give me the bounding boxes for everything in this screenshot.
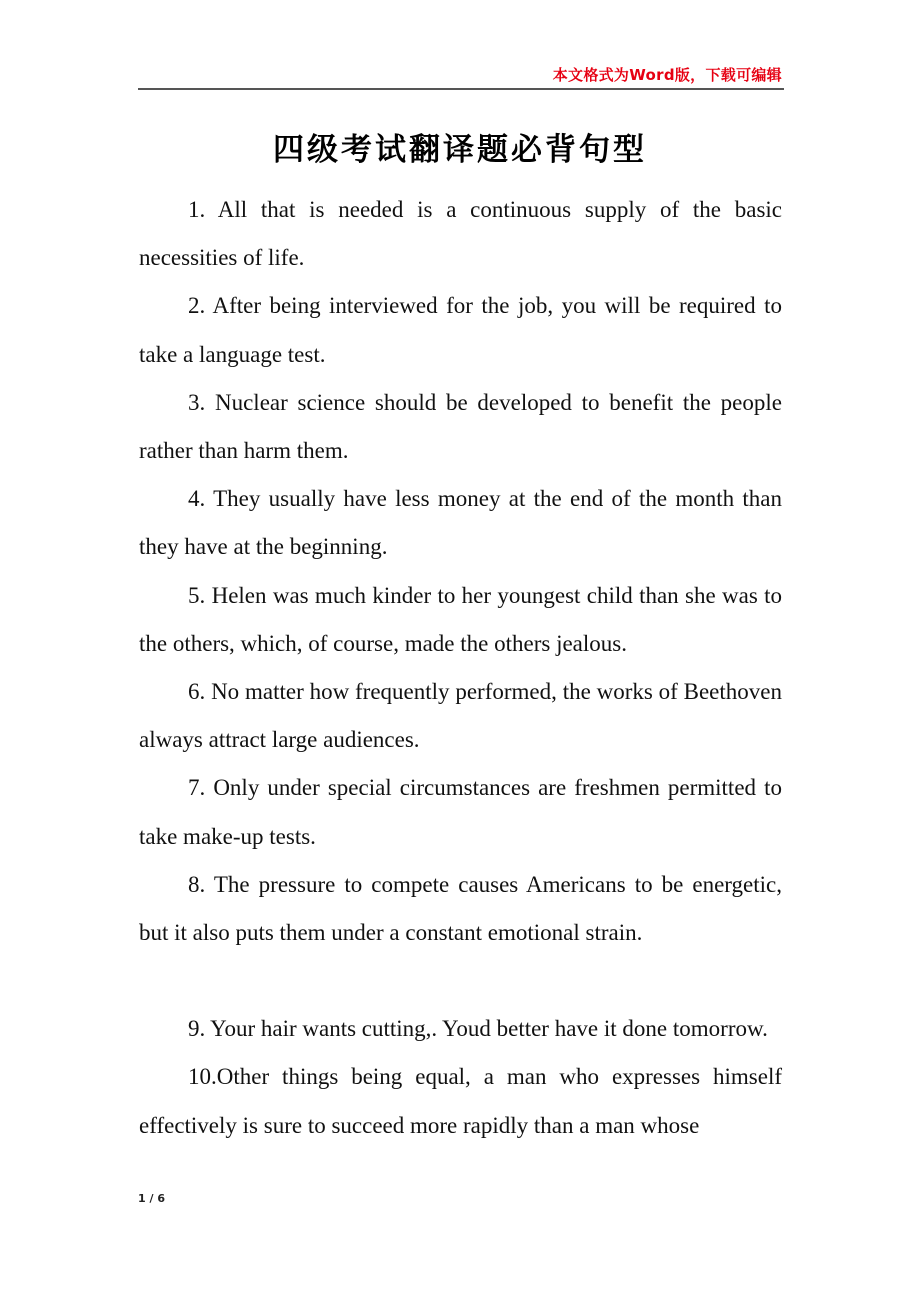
sentence-9: 9. Your hair wants cutting,. Youd better have it done tomorrow.	[188, 1016, 768, 1042]
sentence-10: 10.Other things being equal, a man who expresses himself effectively is sure to succeed more rapidly than a man whose	[139, 1064, 782, 1138]
sentence-1: 1. All that is needed is a continuous supply of the basic necessities of life.	[139, 197, 782, 271]
sentence-2: 2. After being interviewed for the job, you will be required to take a language test.	[139, 293, 782, 367]
header-divider	[138, 88, 784, 90]
blank-line	[139, 957, 782, 1005]
sentence-7: 7. Only under special circumstances are freshmen permitted to take make-up tests.	[139, 775, 782, 849]
sentence-8: 8. The pressure to compete causes Americans to be energetic, but it also puts them under a constant emotional strain.	[139, 871, 782, 946]
sentence-6: 6. No matter how frequently performed, the works of Beethoven always attract large audiences.	[139, 679, 782, 753]
document-body	[139, 186, 782, 1150]
sentence-3: 3. Nuclear science should be developed to benefit the people rather than harm them.	[139, 389, 782, 464]
header-note: 本文格式为Word版，下载可编辑	[552, 66, 782, 84]
page-indicator: 1 / 6	[138, 1192, 165, 1205]
document-title: 四级考试翻译题必背句型	[273, 132, 647, 168]
sentence-5: 5. Helen was much kinder to her youngest child than she was to the others, which, of course, made the others jealous.	[139, 582, 782, 656]
sentence-4: 4. They usually have less money at the end of the month than they have at the beginning.	[139, 486, 782, 560]
